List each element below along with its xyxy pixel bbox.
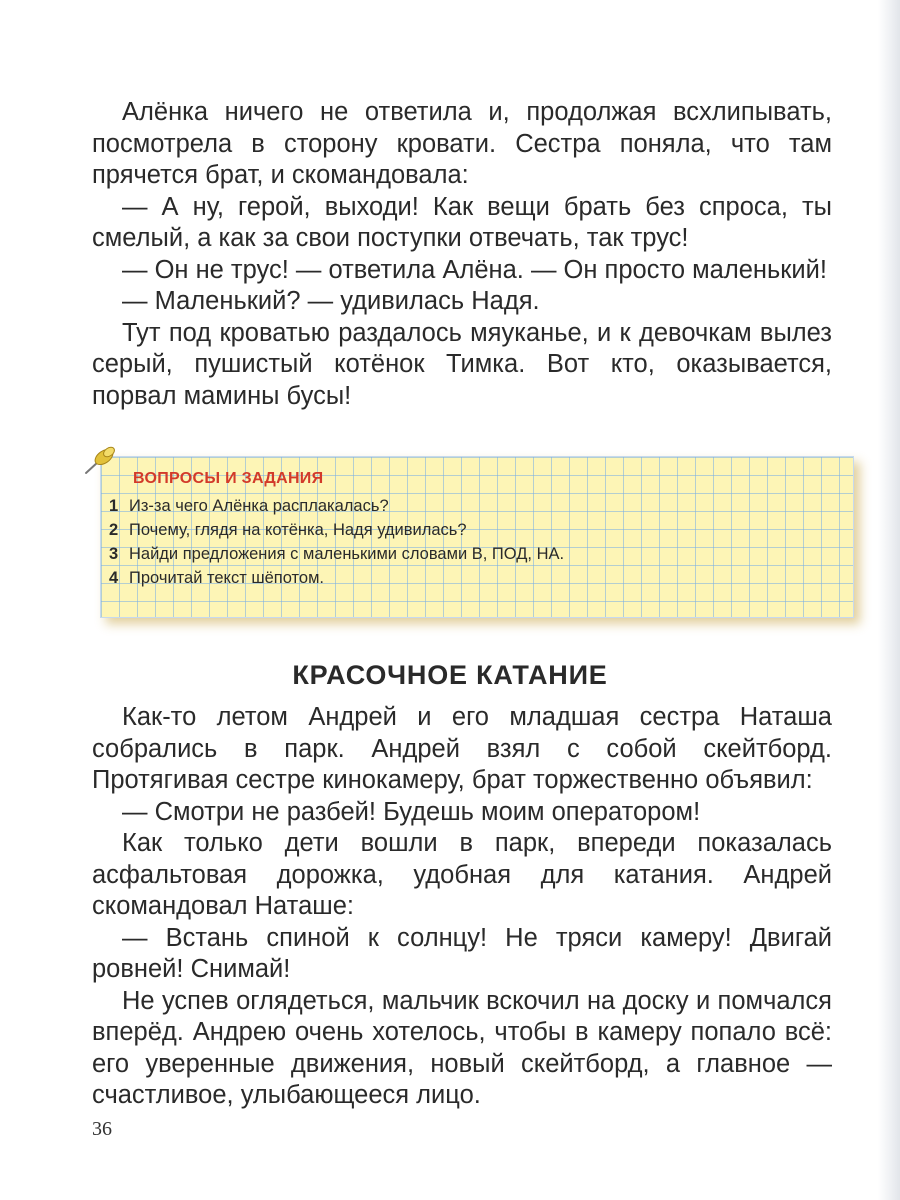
question-item	[109, 542, 564, 566]
question-number: 1	[109, 497, 119, 515]
paragraph: Как-то летом Андрей и его младшая сестра Наташа собрались в парк. Андрей взял с собой скейтборд. Протягивая сестре кинокамеру, брат торжественно объявил:	[92, 703, 832, 794]
question-text: Из-за чего Алёнка расплакалась?	[129, 497, 389, 515]
page-number: 36	[92, 1118, 112, 1140]
paragraph: Алёнка ничего не ответила и, продолжая всхлипывать, посмотрела в сторону кровати. Сестра поняла, что там прячется брат, и скомандовала:	[92, 98, 832, 189]
paragraph: Не успев оглядеться, мальчик вскочил на доску и помчался вперёд. Андрею очень хотелось, чтобы в камеру попало всё: его уверенные движения, новый скейтборд, а главное — счастливое, улыбающееся лицо.	[92, 986, 832, 1109]
paragraph: Как только дети вошли в парк, впереди показалась асфальтовая дорожка, удобная для катания. Андрей скомандовал Наташе:	[92, 829, 832, 920]
paragraph: — Смотри не разбей! Будешь моим оператором!	[122, 797, 701, 826]
question-item	[109, 518, 564, 542]
paragraph: — Маленький? — удивилась Надя.	[122, 287, 540, 315]
question-item	[109, 494, 564, 518]
questions-box	[100, 456, 854, 618]
story-text-2	[92, 702, 832, 1112]
question-text: Прочитай текст шёпотом.	[129, 569, 324, 587]
question-item	[109, 566, 564, 590]
question-number: 3	[109, 545, 119, 563]
paragraph: — А ну, герой, выходи! Как вещи брать без спроса, ты смелый, а как за свои поступки отвечать, так трус!	[92, 192, 832, 252]
page-edge	[878, 0, 900, 1200]
question-number: 2	[109, 521, 119, 539]
paragraph: — Он не трус! — ответила Алёна. — Он просто маленький!	[122, 255, 827, 284]
story-title: КРАСОЧНОЕ КАТАНИЕ	[292, 660, 608, 690]
paragraph: Тут под кроватью раздалось мяуканье, и к девочкам вылез серый, пушистый котёнок Тимка. Вот кто, оказывается, порвал мамины бусы!	[92, 318, 832, 410]
pushpin-icon	[80, 443, 120, 479]
questions-title: ВОПРОСЫ И ЗАДАНИЯ	[133, 470, 324, 487]
paragraph: — Встань спиной к солнцу! Не тряси камеру! Двигай ровней! Снимай!	[92, 923, 832, 983]
question-number: 4	[109, 569, 119, 587]
question-text: Найди предложения с маленькими словами В, ПОД, НА.	[129, 545, 565, 563]
questions-list	[109, 494, 564, 590]
story-text-1	[92, 97, 832, 412]
question-text: Почему, глядя на котёнка, Надя удивилась?	[129, 521, 467, 539]
